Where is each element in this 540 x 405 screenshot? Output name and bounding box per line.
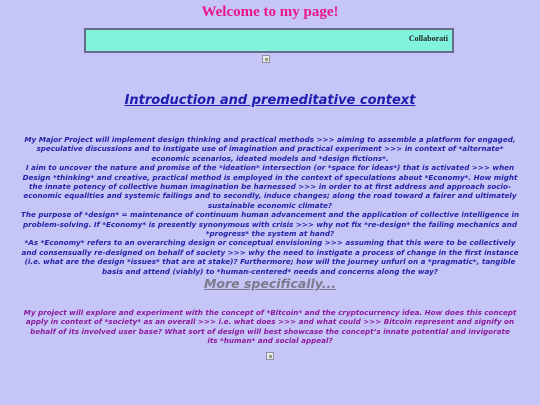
intro-line: My Major Project will implement design thinking and practical methods >>> aiming to assemble a platform for engaged, (24, 135, 516, 144)
intro-heading: Introduction and premeditative context (124, 93, 416, 108)
intro-line: sustainable economic climate? (207, 200, 333, 210)
intro-line: and consensually re-designed on behalf of society >>> why the need to instigate a process of change in the first instance (21, 247, 519, 257)
intro-line: I aim to uncover the nature and promise of the *ideation* intersection (or *space for ideas*) that is activated >>> when (25, 163, 515, 173)
intro-line: The purpose of *design* = maintenance of continuum human advancement and the application of collective intelligence in (20, 210, 520, 220)
specific-line: My project will explore and experiment with the concept of *Bitcoin* and the cryptocurrency idea. How does this concept (23, 308, 517, 317)
scrolling-banner (84, 28, 454, 53)
intro-line: the innate potency of collective human imagination be harnessed >>> in order to at first address and approach socio- (29, 182, 511, 192)
intro-line: *progress* the system at hand? (205, 229, 335, 239)
intro-line: economic scenarios, ideated models and *design fictions*. (151, 153, 389, 163)
intro-line: economic equalities and systemic failings and to secondly, induce changes; along the road toward a fairer and ultimately (23, 191, 517, 201)
intro-line: (i.e. what are the design *issues* that are at stake)? Furthermore; how will the journey unfurl on a *pragmatic*, tangible (24, 257, 516, 267)
intro-line: *As *Economy* refers to an overarching design or conceptual envisioning >>> assuming that this were to be collectively (24, 238, 516, 248)
more-specifically-heading: More specifically... (203, 276, 337, 291)
specific-line: apply in context of *society* as an overall >>> i.e. what does >>> and what could >>> Bitcoin represent and signify on (25, 317, 515, 327)
intro-line: basis and attend (viably) to *human-centered* needs and concerns along the way? (102, 266, 438, 276)
page-title: Welcome to my page! (201, 4, 339, 20)
intro-line: Design *thinking* and creative, practical method is employed in the context of speculations about *Economy*. How might (22, 172, 518, 182)
intro-paragraph (6, 135, 534, 276)
intro-line: speculative discussions and to instigate use of imagination and practical experiment >>> in context of *alternate* (36, 144, 504, 154)
intro-line: problem-solving. If *Economy* is presently synonymous with crisis >>> why not fix *re-design* the failing mechanics and (23, 219, 517, 229)
banner-text: Collaborati (408, 34, 448, 43)
broken-image-icon (266, 352, 274, 360)
specific-line: behalf of its involved user base? What sort of design will best showcase the concept’s innate potential and invigorate (30, 326, 510, 336)
specific-paragraph (6, 308, 534, 346)
specific-line: its *human* and social appeal? (207, 336, 333, 346)
broken-image-icon (262, 55, 270, 63)
